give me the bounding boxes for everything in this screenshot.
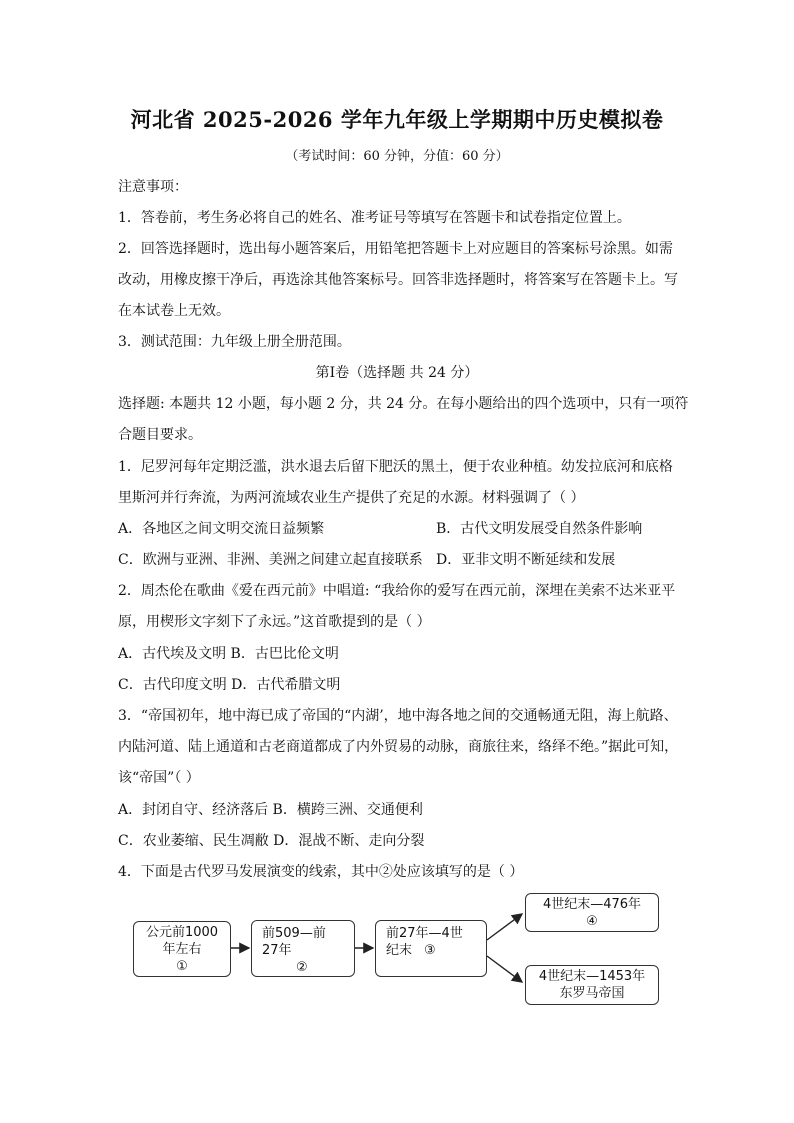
q3-stem-line-2: 内陆河道、陆上通道和古老商道都成了内外贸易的动脉，商旅往来，络绎不绝。”据此可知， [118, 739, 679, 755]
exam-info: （考试时间：60 分钟，分值：60 分） [285, 149, 509, 164]
page-title: 河北省 2025-2026 学年九年级上学期期中历史模拟卷 [130, 107, 664, 132]
box-3-marker: ③ [424, 943, 436, 958]
box-2-marker: ② [296, 960, 308, 975]
q4-stem: 4．下面是古代罗马发展演变的线索，其中②处应该填写的是（ ） [118, 864, 524, 880]
note-2-line-3: 在本试卷上无效。 [118, 303, 230, 319]
notes-heading: 注意事项： [118, 179, 188, 195]
section-intro-line-1: 选择题: 本题共 12 小题，每小题 2 分，共 24 分。在每小题给出的四个选项中，只有一项符 [118, 396, 689, 412]
box-4-line-1: 4世纪末—476年 [542, 897, 642, 912]
q1-option-b: B．古代文明发展受自然条件影响 [436, 521, 643, 537]
box-2-line-2: 27年 [262, 943, 292, 958]
note-3: 3．测试范围：九年级上册全册范围。 [118, 334, 351, 350]
box-3-line-1: 前27年—4世 [386, 926, 463, 941]
note-1: 1．答卷前，考生务必将自己的姓名、准考证号等填写在答题卡和试卷指定位置上。 [118, 210, 631, 226]
q1-stem-line-1: 1．尼罗河每年定期泛滥，洪水退去后留下肥沃的黑土，便于农业种植。幼发拉底河和底格 [118, 459, 673, 475]
q2-stem-line-1: 2．周杰伦在歌曲《爱在西元前》中唱道: “我给你的爱写在西元前，深埋在美索不达米亚平 [118, 583, 676, 599]
box-3-line-2: 纪末 [386, 943, 413, 958]
arrow-3-5 [487, 956, 522, 982]
box-1-line-2: 年左右 [162, 942, 202, 957]
note-2-line-1: 2．回答选择题时，选出每小题答案后，用铅笔把答题卡上对应题目的答案标号涂黑。如需 [118, 241, 673, 257]
arrow-3-4 [487, 914, 522, 940]
q2-stem-line-2: 原，用楔形文字刻下了永远。”这首歌提到的是（ ） [118, 614, 431, 630]
note-2-line-2: 改动，用橡皮擦干净后，再选涂其他答案标号。回答非选择题时，将答案写在答题卡上。写 [118, 272, 678, 288]
box-5-line-1: 4世纪末—1453年 [538, 969, 646, 984]
q3-stem-line-3: 该“帝国”（ ） [118, 770, 200, 786]
timeline-box-1 [133, 921, 231, 977]
q2-options-ab: A．古代埃及文明 B．古巴比伦文明 [118, 646, 339, 662]
timeline-box-4 [525, 893, 659, 932]
box-1-line-1: 公元前1000 [145, 925, 219, 940]
q1-stem-line-2: 里斯河并行奔流，为两河流域农业生产提供了充足的水源。材料强调了（ ） [118, 490, 585, 506]
q3-options-cd: C．农业萎缩、民生凋敝 D．混战不断、走向分裂 [118, 833, 425, 849]
box-1-marker: ① [176, 959, 188, 974]
section-intro-line-2: 合题目要求。 [118, 427, 202, 443]
section-heading: 第Ⅰ卷（选择题 共 24 分） [315, 365, 479, 381]
timeline-box-5 [525, 965, 659, 1005]
q1-option-d: D．亚非文明不断延续和发展 [436, 552, 616, 568]
q3-stem-line-1: 3．“帝国初年，地中海已成了帝国的“内湖’，地中海各地之间的交通畅通无阻，海上航路、 [118, 708, 678, 724]
box-2-line-1: 前509—前 [262, 926, 326, 941]
box-4-marker: ④ [586, 914, 598, 929]
q1-option-a: A．各地区之间文明交流日益频繁 [118, 521, 325, 537]
timeline-box-3 [375, 920, 487, 977]
q1-option-c: C．欧洲与亚洲、非洲、美洲之间建立起直接联系 [118, 552, 423, 568]
q3-options-ab: A．封闭自守、经济落后 B．横跨三洲、交通便利 [118, 802, 423, 818]
timeline-box-2 [251, 920, 355, 977]
q2-options-cd: C．古代印度文明 D．古代希腊文明 [118, 677, 341, 693]
box-5-line-2: 东罗马帝国 [559, 986, 625, 1001]
